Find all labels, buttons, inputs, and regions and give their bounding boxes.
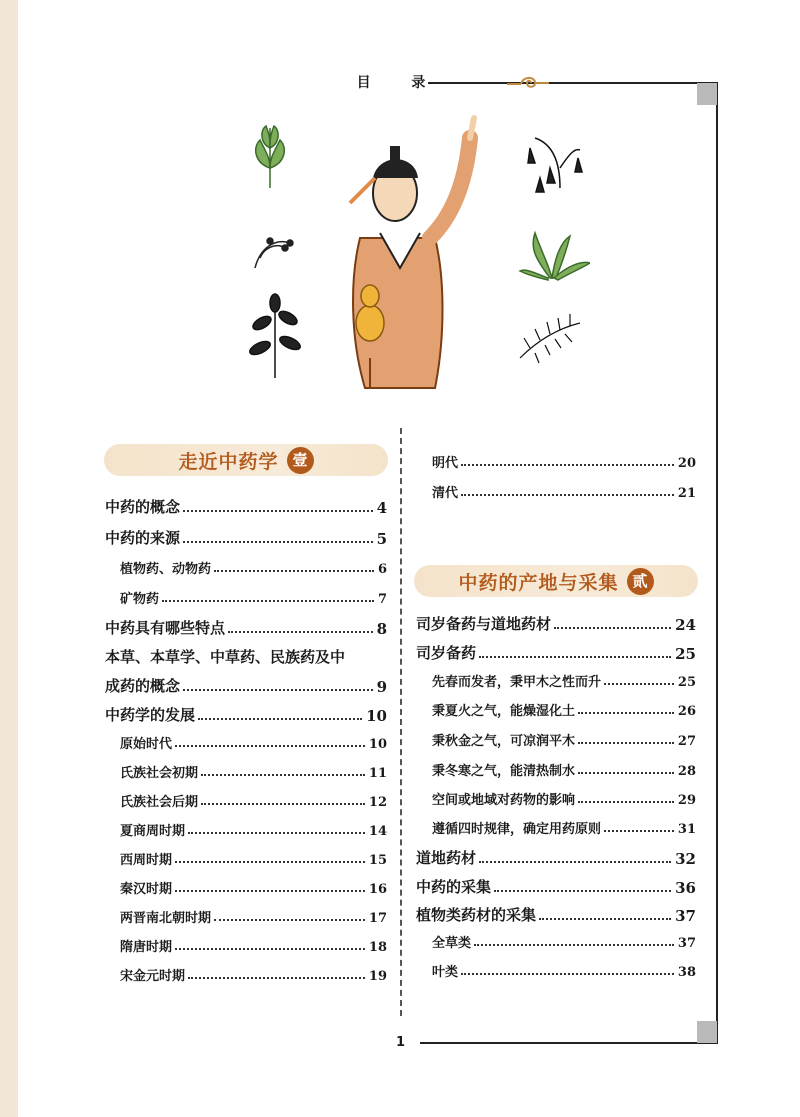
- section-title: 中药的产地与采集: [458, 571, 619, 594]
- toc-entry-page: 25: [675, 645, 696, 663]
- toc-leader-dots: [183, 689, 373, 691]
- toc-entry-page: 17: [368, 911, 387, 926]
- toc-entry-label: 秉秋金之气，可凉润平木: [432, 734, 576, 749]
- section-number-badge: 壹: [287, 447, 314, 474]
- toc-entry-label: 中药学的发展: [105, 706, 196, 724]
- scholar-figure-icon: [350, 118, 474, 388]
- toc-entry[interactable]: [105, 675, 387, 696]
- toc-entry[interactable]: [120, 965, 387, 984]
- toc-entry-page: 6: [377, 562, 387, 577]
- frame-bottom-rule: [428, 1042, 718, 1044]
- toc-entry-page: 10: [368, 737, 387, 752]
- toc-entry-page: 11: [368, 766, 387, 781]
- toc-entry-page: 32: [675, 850, 696, 868]
- toc-entry-label: 秉冬寒之气，能清热制水: [432, 764, 576, 779]
- toc-entry-page: 7: [377, 592, 387, 607]
- fern-frond-icon: [520, 314, 580, 363]
- toc-leader-dots: [578, 801, 674, 803]
- toc-entry-page: 37: [675, 907, 696, 925]
- toc-entry-page: 21: [677, 486, 696, 501]
- toc-leader-dots: [479, 656, 671, 658]
- page-edge-band: [0, 0, 18, 1117]
- toc-entry-label: 原始时代: [120, 737, 173, 752]
- toc-entry-label: 中药的采集: [416, 878, 492, 896]
- toc-entry-page: 19: [368, 969, 387, 984]
- scroll-ornament-icon: [505, 72, 551, 94]
- herb-sprig-icon: [256, 126, 285, 188]
- toc-entry[interactable]: [432, 932, 696, 951]
- toc-entry-page: 10: [366, 707, 387, 725]
- toc-entry-label: 道地药材: [416, 849, 477, 867]
- toc-entry-label: 两晋南北朝时期: [120, 911, 212, 926]
- toc-entry[interactable]: [416, 642, 696, 663]
- toc-entry-label: 矿物药: [120, 592, 160, 607]
- section-banner-2: [414, 565, 698, 597]
- toc-leader-dots: [188, 832, 365, 834]
- section-banner-1: [104, 444, 388, 476]
- toc-entry-page: 15: [368, 853, 387, 868]
- toc-entry-label: 秉夏火之气，能燥湿化土: [432, 704, 576, 719]
- toc-entry[interactable]: [120, 558, 387, 577]
- toc-leader-dots: [201, 774, 365, 776]
- toc-entry-label: 夏商周时期: [120, 824, 186, 839]
- toc-leader-dots: [578, 742, 674, 744]
- corner-tab-bottom: [697, 1021, 717, 1043]
- toc-leader-dots: [578, 772, 674, 774]
- toc-leader-dots: [494, 890, 671, 892]
- toc-entry-label: 明代: [432, 456, 459, 471]
- toc-entry[interactable]: [432, 700, 696, 719]
- toc-entry[interactable]: [416, 613, 696, 634]
- toc-entry-page: 8: [376, 620, 387, 638]
- toc-entry-page: 36: [675, 879, 696, 897]
- toc-entry[interactable]: [105, 704, 387, 725]
- toc-leader-dots: [604, 830, 674, 832]
- toc-entry-page: 12: [368, 795, 387, 810]
- toc-leader-dots: [554, 627, 671, 629]
- frame-top-rule: [428, 82, 718, 84]
- toc-entry[interactable]: [432, 760, 696, 779]
- toc-entry-label: 司岁备药与道地药材: [416, 615, 552, 633]
- corner-tab-top: [697, 83, 717, 105]
- toc-entry-label: 司岁备药: [416, 644, 477, 662]
- toc-leader-dots: [183, 510, 373, 512]
- toc-entry[interactable]: [120, 588, 387, 607]
- toc-entry[interactable]: [105, 527, 387, 548]
- toc-entry[interactable]: [120, 936, 387, 955]
- section-number-badge: 贰: [627, 568, 654, 595]
- toc-entry-label: 秦汉时期: [120, 882, 173, 897]
- toc-entry-label: 氏族社会后期: [120, 795, 199, 810]
- toc-entry-label: 空间或地域对药物的影响: [432, 793, 576, 808]
- toc-leader-dots: [461, 494, 674, 496]
- toc-entry[interactable]: [432, 818, 696, 837]
- toc-entry-label: 遵循四时规律，确定用药原则: [432, 822, 602, 837]
- toc-entry-page: 9: [376, 678, 387, 696]
- toc-entry-page: 37: [677, 936, 696, 951]
- toc-leader-dots: [175, 890, 365, 892]
- toc-leader-dots: [461, 464, 674, 466]
- toc-leader-dots: [188, 977, 365, 979]
- grass-tuft-icon: [520, 233, 590, 280]
- toc-entry[interactable]: [120, 907, 387, 926]
- toc-leader-dots: [539, 918, 671, 920]
- toc-entry-label: 宋金元时期: [120, 969, 186, 984]
- section-title: 走近中药学: [178, 450, 279, 473]
- page-number: 1: [396, 1035, 406, 1050]
- toc-leader-dots: [214, 570, 374, 572]
- berry-sprig-icon: [255, 238, 293, 268]
- toc-entry-label: 植物药、动物药: [120, 562, 212, 577]
- toc-entry-label: 中药的来源: [105, 529, 181, 547]
- toc-entry-label: 隋唐时期: [120, 940, 173, 955]
- toc-entry-label: 中药具有哪些特点: [105, 619, 226, 637]
- toc-leader-dots: [214, 919, 365, 921]
- toc-leader-dots: [578, 712, 674, 714]
- toc-entry[interactable]: [432, 730, 696, 749]
- toc-entry-label: 氏族社会初期: [120, 766, 199, 781]
- frame-right-rule: [716, 82, 718, 1044]
- toc-entry-page: 38: [677, 965, 696, 980]
- toc-entry-label: 成药的概念: [105, 677, 181, 695]
- toc-entry-page: 5: [376, 530, 387, 548]
- drooping-flower-icon: [528, 138, 582, 192]
- toc-entry-page: 16: [368, 882, 387, 897]
- toc-heading: 目 录: [356, 75, 444, 91]
- toc-leader-dots: [183, 541, 373, 543]
- toc-entry[interactable]: [105, 617, 387, 638]
- toc-entry[interactable]: [120, 762, 387, 781]
- toc-entry[interactable]: [105, 646, 387, 667]
- toc-leader-dots: [201, 803, 365, 805]
- toc-entry[interactable]: [432, 671, 696, 690]
- toc-leader-dots: [175, 745, 365, 747]
- toc-leader-dots: [162, 600, 374, 602]
- toc-entry-page: 20: [677, 456, 696, 471]
- toc-entry-label: 中药的概念: [105, 498, 181, 516]
- toc-entry[interactable]: [120, 849, 387, 868]
- leafy-branch-icon: [248, 294, 302, 378]
- toc-entry-page: 25: [677, 675, 696, 690]
- toc-entry-label: 全草类: [432, 936, 472, 951]
- toc-entry-label: 清代: [432, 486, 459, 501]
- toc-entry-label: 西周时期: [120, 853, 173, 868]
- page-number-rule: [420, 1042, 430, 1044]
- toc-leader-dots: [175, 861, 365, 863]
- toc-entry[interactable]: [120, 878, 387, 897]
- toc-entry[interactable]: [120, 791, 387, 810]
- toc-entry-label: 植物类药材的采集: [416, 906, 537, 924]
- toc-leader-dots: [228, 631, 373, 633]
- toc-entry[interactable]: [432, 961, 696, 980]
- column-divider: [400, 428, 402, 1016]
- toc-entry[interactable]: [120, 733, 387, 752]
- toc-entry[interactable]: [432, 482, 696, 501]
- toc-leader-dots: [604, 683, 674, 685]
- toc-entry-page: 26: [677, 704, 696, 719]
- toc-entry-page: 24: [675, 616, 696, 634]
- toc-entry-label: 本草、本草学、中草药、民族药及中: [105, 648, 346, 666]
- toc-entry-label: 叶类: [432, 965, 459, 980]
- toc-entry-page: 28: [677, 764, 696, 779]
- herbalist-illustration: [230, 108, 590, 408]
- toc-leader-dots: [479, 861, 671, 863]
- toc-entry[interactable]: [120, 820, 387, 839]
- toc-entry[interactable]: [432, 452, 696, 471]
- toc-leader-dots: [198, 718, 362, 720]
- toc-entry[interactable]: [105, 496, 387, 517]
- toc-entry[interactable]: [416, 876, 696, 897]
- toc-entry-page: 18: [368, 940, 387, 955]
- toc-entry-page: 4: [376, 499, 387, 517]
- toc-entry-label: 先春而发者，秉甲木之性而升: [432, 675, 602, 690]
- toc-entry-page: 31: [677, 822, 696, 837]
- toc-leader-dots: [175, 948, 365, 950]
- toc-entry-page: 27: [677, 734, 696, 749]
- toc-entry[interactable]: [416, 904, 696, 925]
- toc-entry[interactable]: [416, 847, 696, 868]
- toc-leader-dots: [461, 973, 674, 975]
- toc-entry-page: 29: [677, 793, 696, 808]
- toc-entry[interactable]: [432, 789, 696, 808]
- toc-leader-dots: [474, 944, 674, 946]
- toc-entry-page: 14: [368, 824, 387, 839]
